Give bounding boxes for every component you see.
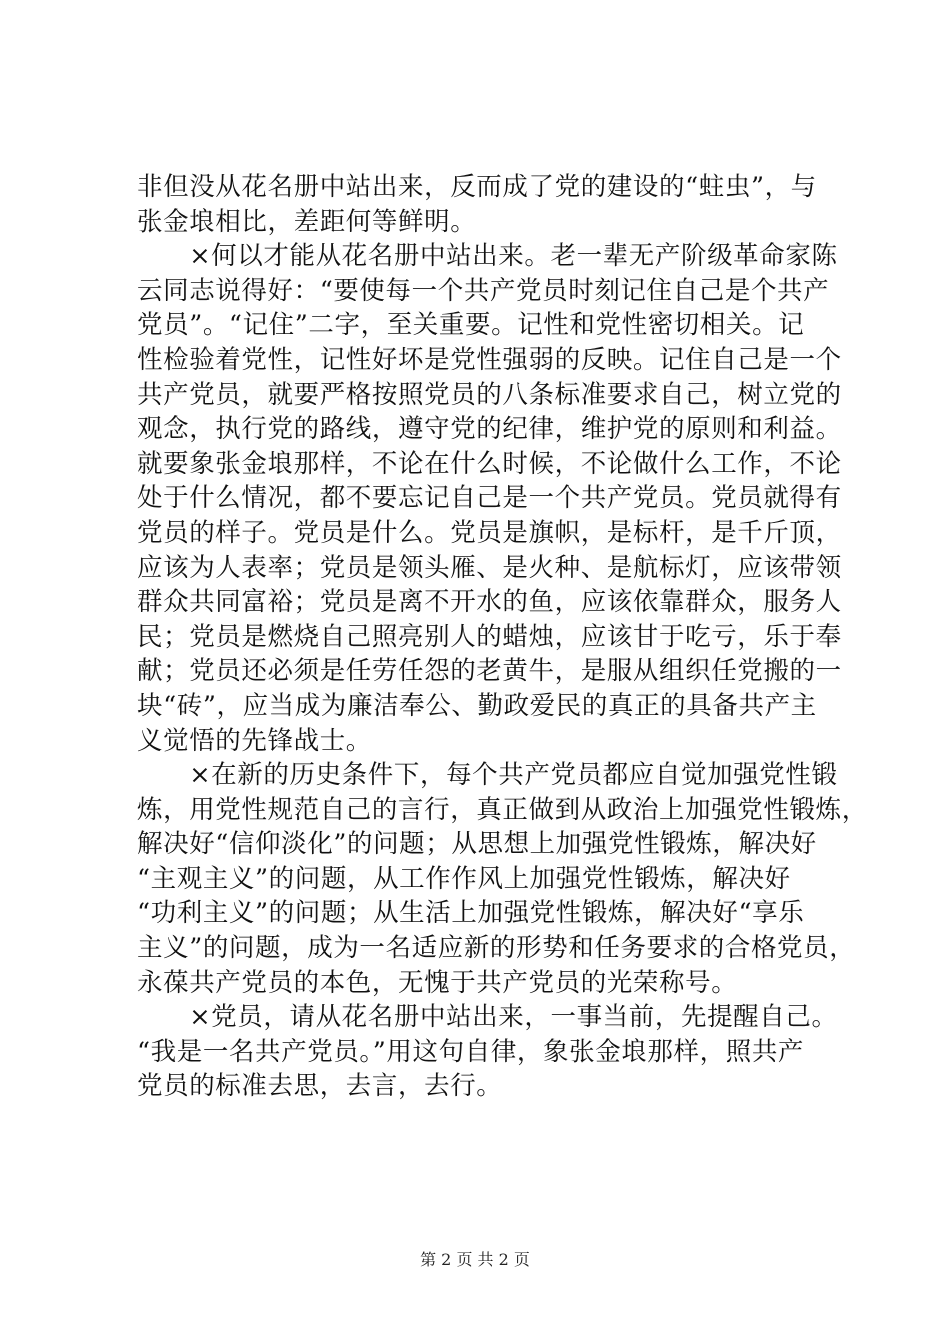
text-line: 观念，执行党的路线，遵守党的纪律，维护党的原则和利益。: [137, 414, 842, 445]
text-line: “我是一名共产党员。”用这句自律，象张金埌那样，照共产: [137, 1036, 805, 1067]
text-line: ×党员，请从花名册中站出来，一事当前，先提醒自己。: [137, 1002, 838, 1033]
text-line: 群众共同富裕；党员是离不开水的鱼，应该依靠群众，服务人: [137, 587, 842, 618]
text-line: 解决好“信仰淡化”的问题；从思想上加强党性锻炼，解决好: [137, 829, 817, 860]
text-line: 义觉悟的先锋战士。: [137, 725, 372, 756]
body-text: [137, 170, 868, 1104]
text-line: “功利主义”的问题；从生活上加强党性锻炼，解决好“享乐: [137, 898, 805, 929]
text-line: 性检验着党性，记性好坏是党性强弱的反映。记住自己是一个: [137, 344, 842, 375]
text-line: 党员的标准去思，去言，去行。: [137, 1071, 503, 1102]
text-line: ×在新的历史条件下，每个共产党员都应自觉加强党性锻: [137, 760, 838, 791]
text-line: 张金埌相比，差距何等鲜明。: [137, 206, 477, 237]
text-line: ×何以才能从花名册中站出来。老一辈无产阶级革命家陈: [137, 241, 838, 272]
text-line: 处于什么情况，都不要忘记自己是一个共产党员。党员就得有: [137, 483, 842, 514]
text-line: 永葆共产党员的本色，无愧于共产党员的光荣称号。: [137, 967, 738, 998]
text-line: 献；党员还必须是任劳任怨的老黄牛，是服从组织任党搬的一: [137, 656, 842, 687]
text-line: 炼，用党性规范自己的言行，真正做到从政治上加强党性锻炼，: [137, 794, 868, 825]
text-line: 应该为人表率；党员是领头雁、是火种、是航标灯，应该带领: [137, 552, 842, 583]
text-line: 党员”。“记住”二字，至关重要。记性和党性密切相关。记: [137, 310, 805, 341]
page-footer: 第 2 页 共 2 页: [420, 1250, 530, 1269]
text-line: 主义”的问题，成为一名适应新的形势和任务要求的合格党员，: [137, 933, 856, 964]
text-line: 民；党员是燃烧自己照亮别人的蜡烛，应该甘于吃亏，乐于奉: [137, 621, 842, 652]
text-line: 非但没从花名册中站出来，反而成了党的建设的“蛀虫”，与: [137, 172, 817, 202]
text-line: 就要象张金埌那样，不论在什么时候，不论做什么工作，不论: [137, 448, 842, 479]
text-line: 云同志说得好：“要使每一个共产党员时刻记住自己是个共产: [137, 275, 830, 306]
text-line: 块“砖”，应当成为廉洁奉公、勤政爱民的真正的具备共产主: [137, 690, 817, 721]
text-line: “主观主义”的问题，从工作作风上加强党性锻炼，解决好: [137, 863, 791, 894]
text-line: 党员的样子。党员是什么。党员是旗帜，是标杆，是千斤顶，: [137, 517, 842, 548]
text-line: 共产党员，就要严格按照党员的八条标准要求自己，树立党的: [137, 379, 842, 410]
